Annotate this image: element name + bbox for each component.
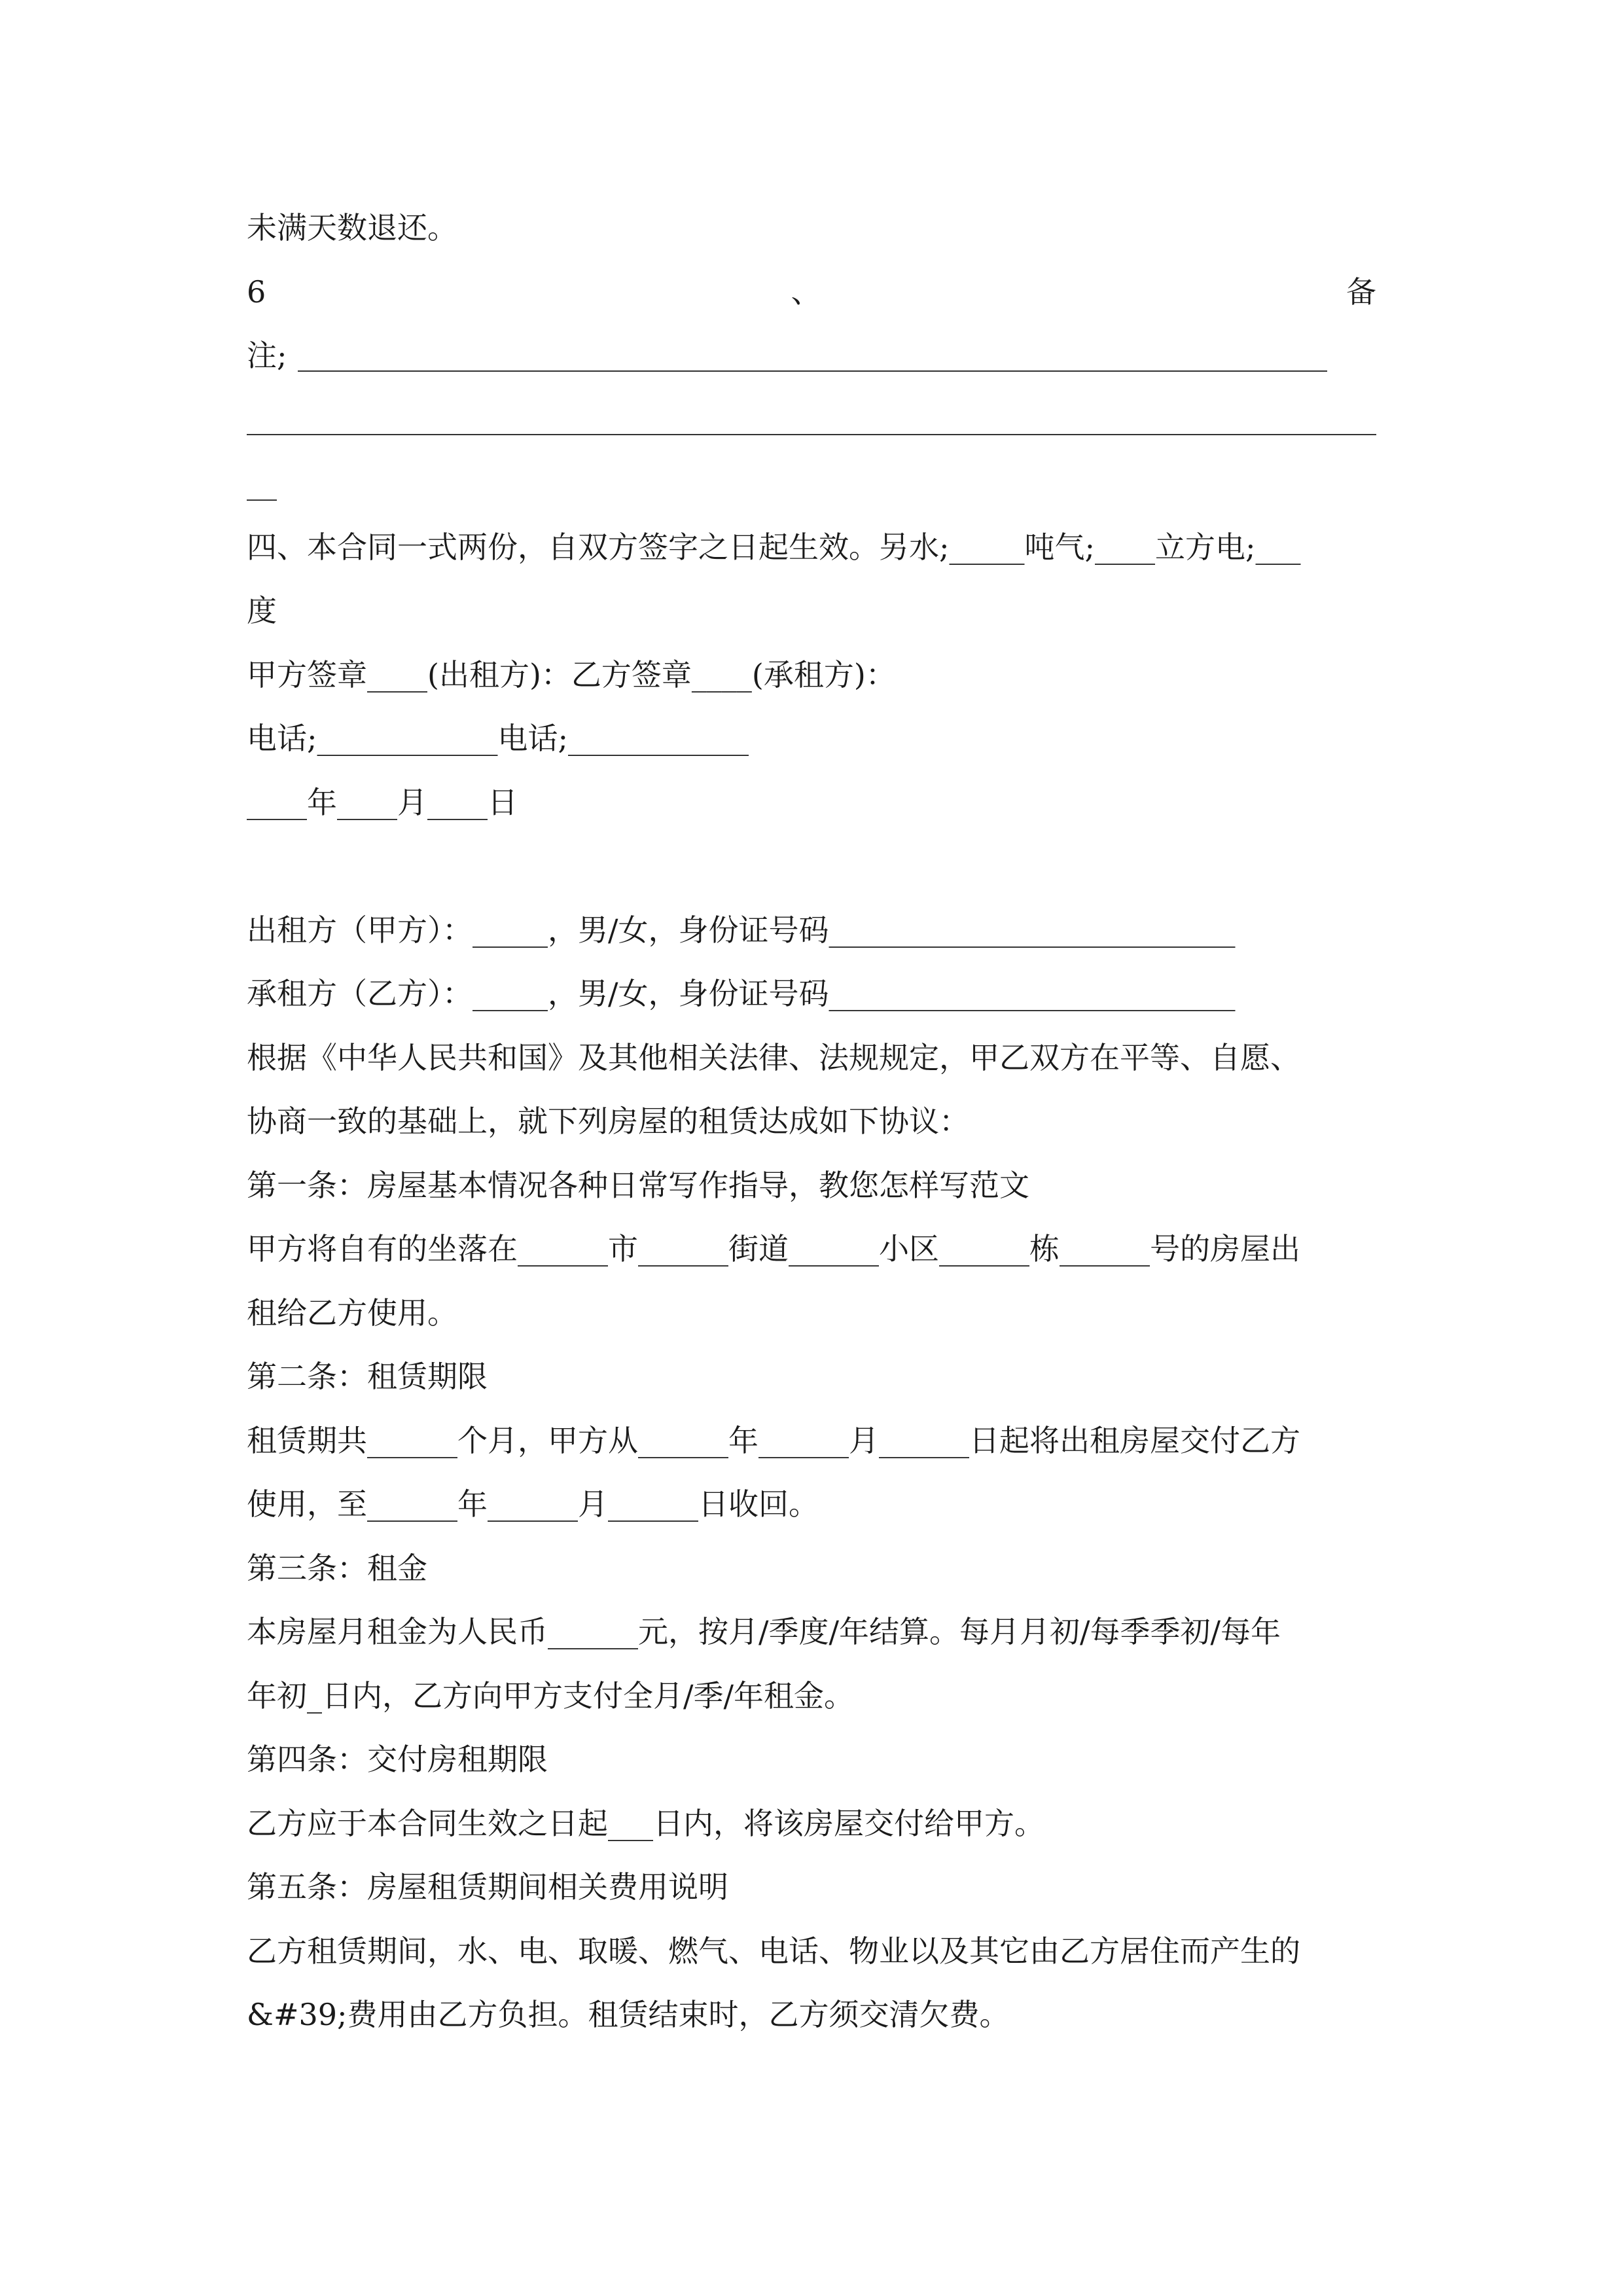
text-line: 电话;____________电话;____________: [247, 721, 749, 756]
text-fragment: 备: [1346, 274, 1376, 310]
text-line: 甲方将自有的坐落在______市______街道______小区______栋______号的房屋出: [247, 1231, 1300, 1266]
text-line: 根据《中华人民共和国》及其他相关法律、法规规定，甲乙双方在平等、自愿、: [247, 1040, 1300, 1075]
text-line: 使用，至______年______月______日收回。: [247, 1486, 819, 1522]
text-line: 四、本合同一式两份，自双方签字之日起生效。另水;_____吨气;____立方电;___: [247, 529, 1301, 565]
text-line: 第五条：房屋租赁期间相关费用说明: [247, 1869, 728, 1905]
text-line: 度: [247, 593, 277, 628]
text-line: 第三条：租金: [247, 1551, 427, 1586]
text-line: 乙方租赁期间，水、电、取暖、燃气、电话、物业以及其它由乙方居住而产生的: [247, 1933, 1300, 1969]
text-fragment: 、: [791, 274, 821, 310]
text-line: 协商一致的基础上，就下列房屋的租赁达成如下协议：: [247, 1103, 969, 1139]
underline-rule: [298, 370, 1327, 372]
text-line: 注;: [247, 338, 287, 373]
text-line: ____年____月____日: [247, 785, 518, 820]
text-line: 第四条：交付房租期限: [247, 1742, 548, 1777]
text-line: 租给乙方使用。: [247, 1295, 457, 1331]
text-line: 租赁期共______个月，甲方从______年______月______日起将出租房屋交付乙方: [247, 1423, 1300, 1458]
text-fragment: 6: [247, 274, 266, 310]
text-line: 年初_日内，乙方向甲方支付全月/季/年租金。: [247, 1678, 854, 1713]
text-line: 未满天数退还。: [247, 210, 457, 245]
text-line: 乙方应于本合同生效之日起___日内，将该房屋交付给甲方。: [247, 1806, 1044, 1841]
text-line: 甲方签章____(出租方)：乙方签章____(承租方)：: [247, 657, 896, 692]
text-line: 第一条：房屋基本情况各种日常写作指导，教您怎样写范文: [247, 1168, 1029, 1203]
text-line: &#39;费用由乙方负担。租赁结束时，乙方须交清欠费。: [247, 1997, 1010, 2032]
text-line: __: [247, 465, 277, 501]
text-line: 承租方（乙方）：_____，男/女，身份证号码___________________________: [247, 976, 1236, 1011]
text-line: 第二条：租赁期限: [247, 1359, 488, 1394]
text-line-justified: [247, 272, 1376, 312]
underline-rule: [247, 434, 1376, 435]
text-line: 出租方（甲方）：_____，男/女，身份证号码___________________________: [247, 912, 1236, 948]
text-line: 本房屋月租金为人民币______元，按月/季度/年结算。每月月初/每季季初/每年: [247, 1614, 1281, 1649]
